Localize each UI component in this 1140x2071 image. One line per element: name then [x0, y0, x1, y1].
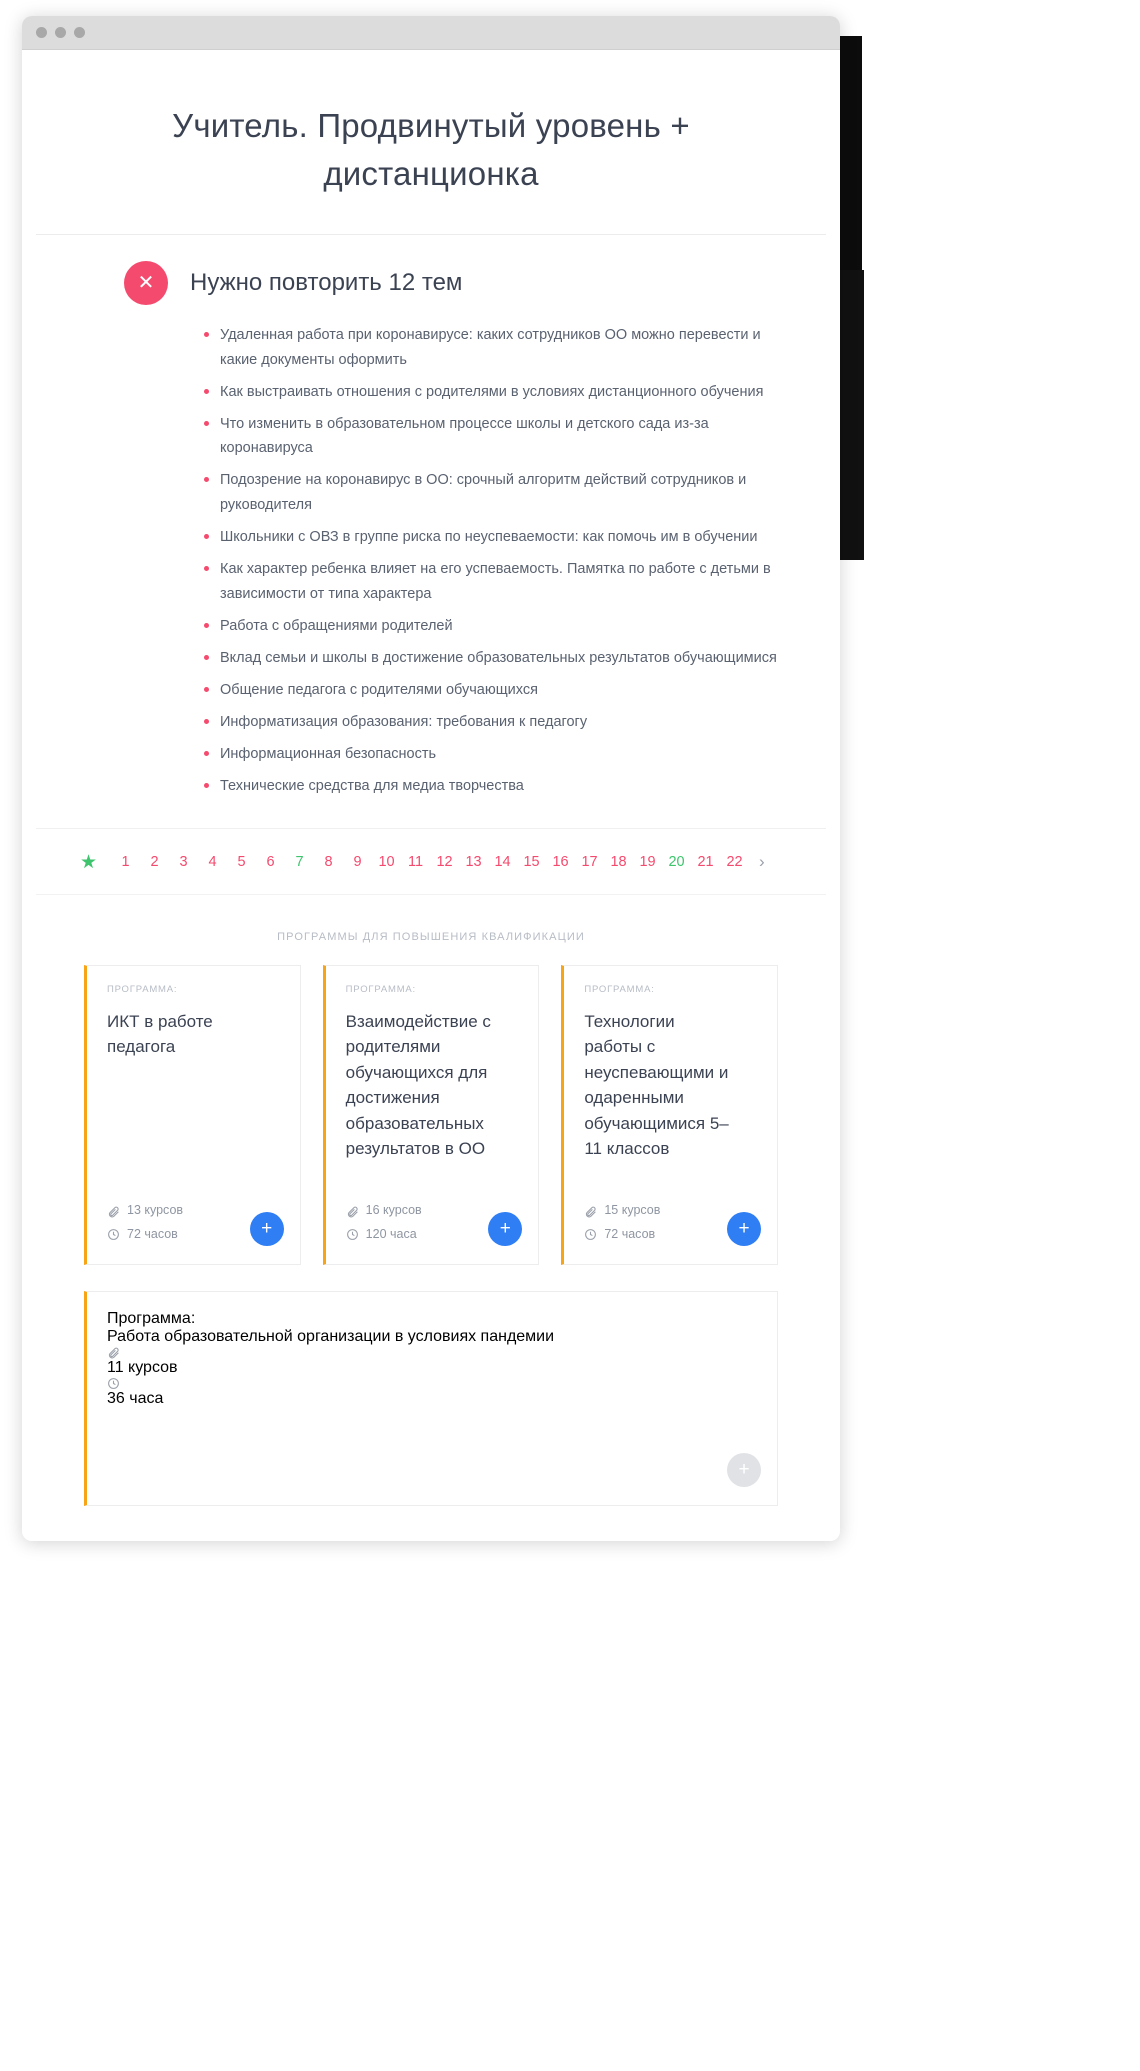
list-item: Подозрение на коронавирус в ОО: срочный алгоритм действий сотрудников и руководителя [204, 468, 786, 518]
program-card[interactable] [561, 965, 778, 1265]
program-hours-row [107, 1377, 757, 1408]
close-circle-icon: ✕ [124, 261, 168, 305]
repeat-topics-list [36, 323, 826, 799]
clock-icon [584, 1228, 597, 1241]
program-card-wide[interactable] [84, 1291, 778, 1506]
list-item: Удаленная работа при коронавирусе: каких сотрудников ОО можно перевести и какие документы оформить [204, 323, 786, 373]
page-link-12[interactable]: 12 [436, 854, 453, 871]
program-card[interactable] [323, 965, 540, 1265]
program-hours: 72 часов [604, 1226, 656, 1241]
add-program-button-disabled: + [727, 1453, 761, 1487]
page-link-7[interactable]: 7 [295, 854, 304, 871]
page-link-5[interactable]: 5 [237, 854, 246, 871]
clock-icon [346, 1228, 359, 1241]
page-link-20[interactable]: 20 [668, 854, 685, 871]
star-icon[interactable]: ★ [80, 851, 98, 873]
repeat-topics-header [36, 261, 826, 305]
list-item: Как выстраивать отношения с родителями в условиях дистанционного обучения [204, 380, 786, 405]
add-program-button[interactable]: + [488, 1212, 522, 1246]
add-program-button[interactable]: + [250, 1212, 284, 1246]
page-link-16[interactable]: 16 [552, 854, 569, 871]
list-item: Вклад семьи и школы в достижение образовательных результатов обучающимися [204, 646, 786, 671]
list-item: Как характер ребенка влияет на его успеваемость. Памятка по работе с детьми в зависимости от типа характера [204, 557, 786, 607]
maximize-dot[interactable] [74, 27, 85, 38]
program-kicker: Программа: [107, 1309, 196, 1327]
program-meta [107, 1346, 757, 1408]
page-title: Учитель. Продвинутый уровень + дистанционка [172, 107, 690, 192]
bottom-spacer [22, 1506, 840, 1541]
page-link-8[interactable]: 8 [324, 854, 333, 871]
chevron-right-icon[interactable]: › [759, 852, 765, 872]
page-link-19[interactable]: 19 [639, 854, 656, 871]
paperclip-icon [107, 1346, 757, 1359]
list-item: Информационная безопасность [204, 742, 786, 767]
clock-icon [107, 1377, 757, 1390]
program-name: ИКТ в работе педагога [107, 1011, 213, 1057]
add-program-button[interactable]: + [727, 1212, 761, 1246]
program-name: Технологии работы с неуспевающими и одаренными обучающимися 5–11 классов [584, 1011, 729, 1159]
page-link-21[interactable]: 21 [697, 854, 714, 871]
program-hours: 36 часа [107, 1389, 164, 1407]
browser-window [22, 16, 840, 1541]
close-dot[interactable] [36, 27, 47, 38]
program-courses-count: 13 курсов [127, 1203, 184, 1218]
page-link-17[interactable]: 17 [581, 854, 598, 871]
page-link-22[interactable]: 22 [726, 854, 743, 871]
page-link-11[interactable]: 11 [408, 854, 424, 871]
list-item: Общение педагога с родителями обучающихся [204, 678, 786, 703]
list-item: Информатизация образования: требования к педагогу [204, 710, 786, 735]
program-courses-count: 11 курсов [107, 1358, 178, 1376]
page-link-15[interactable]: 15 [523, 854, 540, 871]
list-item: Работа с обращениями родителей [204, 614, 786, 639]
repeat-topics-panel [36, 235, 826, 829]
program-courses-count: 16 курсов [365, 1203, 422, 1218]
program-kicker: ПРОГРАММА: [584, 983, 655, 995]
page-link-4[interactable]: 4 [208, 854, 217, 871]
program-hours: 72 часов [127, 1226, 178, 1241]
programs-section-label: ПРОГРАММЫ ДЛЯ ПОВЫШЕНИЯ КВАЛИФИКАЦИИ [277, 930, 585, 943]
page-link-18[interactable]: 18 [610, 854, 627, 871]
page-link-9[interactable]: 9 [353, 854, 362, 871]
list-item: Технические средства для медиа творчества [204, 774, 786, 799]
page-content [22, 50, 840, 1541]
page-link-10[interactable]: 10 [378, 854, 395, 871]
pagination [36, 829, 826, 895]
clock-icon [107, 1228, 120, 1241]
page-link-1[interactable]: 1 [121, 854, 130, 871]
page-link-14[interactable]: 14 [494, 854, 511, 871]
repeat-topics-title: Нужно повторить 12 тем [190, 268, 463, 296]
page-link-6[interactable]: 6 [266, 854, 275, 871]
list-item: Школьники с ОВЗ в группе риска по неуспеваемости: как помочь им в обучении [204, 525, 786, 550]
programs-card-list [22, 965, 840, 1265]
window-titlebar [22, 16, 840, 50]
page-link-13[interactable]: 13 [465, 854, 482, 871]
program-hours: 120 часа [365, 1226, 417, 1241]
program-kicker: ПРОГРАММА: [345, 983, 417, 995]
program-name: Работа образовательной организации в условиях пандемии [107, 1327, 555, 1345]
minimize-dot[interactable] [55, 27, 66, 38]
paperclip-icon [584, 1205, 597, 1218]
program-card[interactable] [84, 965, 301, 1265]
program-name: Взаимодействие с родителями обучающихся для достижения образовательных результатов в ОО [345, 1011, 491, 1159]
page-link-2[interactable]: 2 [150, 854, 159, 871]
paperclip-icon [107, 1205, 120, 1218]
program-kicker: ПРОГРАММА: [107, 983, 178, 995]
paperclip-icon [346, 1205, 359, 1218]
program-courses-row [107, 1346, 757, 1377]
page-link-3[interactable]: 3 [179, 854, 188, 871]
list-item: Что изменить в образовательном процессе школы и детского сада из-за коронавируса [204, 412, 786, 462]
program-courses-count: 15 курсов [604, 1203, 661, 1218]
